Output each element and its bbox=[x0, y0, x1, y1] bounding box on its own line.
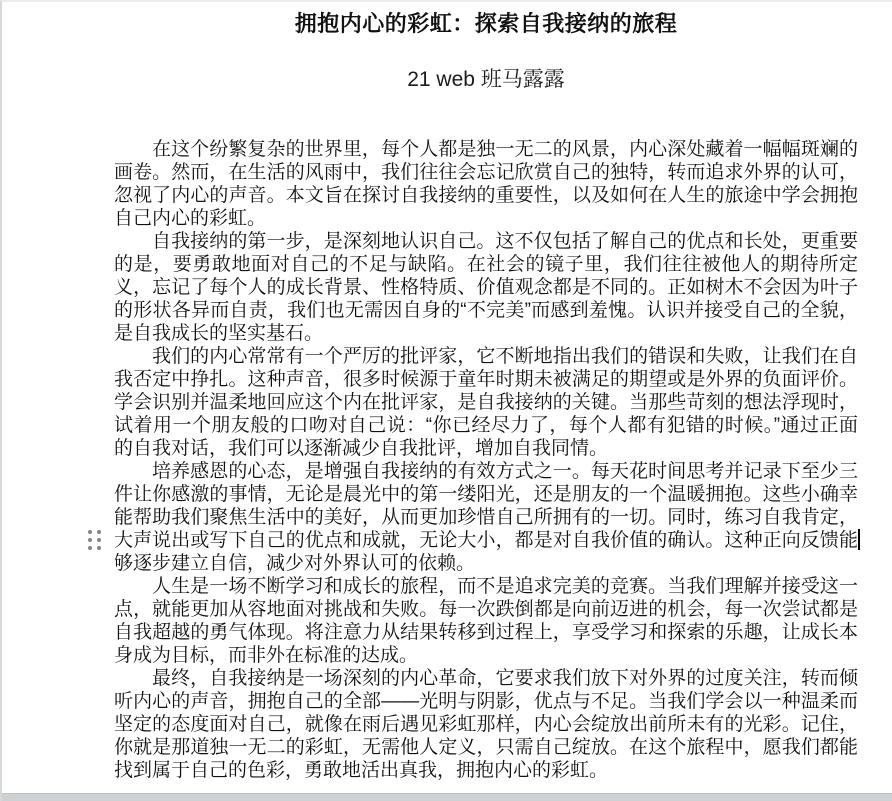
paragraph[interactable]: 人生是一场不断学习和成长的旅程，而不是追求完美的竞赛。当我们理解并接受这一点，就能更加从容地面对挑战和失败。每一次跌倒都是向前迈进的机会，每一次尝试都是自我超越的勇气体现。将注意力从结果转移到过程上，享受学习和探索的乐趣，让成长本身成为目标，而非外在标准的达成。 bbox=[114, 576, 858, 666]
drag-handle-icon[interactable] bbox=[88, 530, 101, 550]
drag-handle-dot bbox=[97, 530, 101, 534]
drag-handle-dot bbox=[88, 546, 92, 550]
document-body bbox=[114, 138, 858, 782]
text-cursor bbox=[858, 529, 860, 550]
drag-handle-dot bbox=[88, 530, 92, 534]
document-byline[interactable]: 21 web 班马露露 bbox=[407, 68, 565, 91]
paragraph[interactable]: 最终，自我接纳是一场深刻的内心革命，它要求我们放下对外界的过度关注，转而倾听内心的声音，拥抱自己的全部——光明与阴影，优点与不足。当我们学会以一种温柔而坚定的态度面对自己，就像在雨后遇见彩虹那样，内心会绽放出前所未有的光彩。记住，你就是那道独一无二的彩虹，无需他人定义，只需自己绽放。在这个旅程中，愿我们都能找到属于自己的色彩，勇敢地活出真我，拥抱内心的彩虹。 bbox=[114, 668, 858, 781]
drag-handle-dot bbox=[88, 538, 92, 542]
drag-handle-dot bbox=[97, 538, 101, 542]
document-content bbox=[114, 2, 858, 782]
page-bottom-edge bbox=[2, 793, 892, 801]
paragraph[interactable]: 培养感恩的心态，是增强自我接纳的有效方式之一。每天花时间思考并记录下至少三件让你感激的事情，无论是晨光中的第一缕阳光，还是朋友的一个温暖拥抱。这些小确幸能帮助我们聚焦生活中的美好，从而更加珍惜自己所拥有的一切。同时，练习自我肯定，大声说出或写下自己的优点和成就，无论大小，都是对自我价值的确认。这种正向反馈能够逐步建立自信，减少对外界认可的依赖。 bbox=[114, 461, 858, 574]
paragraph[interactable]: 我们的内心常常有一个严厉的批评家，它不断地指出我们的错误和失败，让我们在自我否定中挣扎。这种声音，很多时候源于童年时期未被满足的期望或是外界的负面评价。学会识别并温柔地回应这个内在批评家，是自我接纳的关键。当那些苛刻的想法浮现时，试着用一个朋友般的口吻对自己说：“你已经尽力了，每个人都有犯错的时候。”通过正面的自我对话，我们可以逐渐减少自我批评，增加自我同情。 bbox=[114, 346, 858, 459]
paragraph[interactable]: 在这个纷繁复杂的世界里，每个人都是独一无二的风景，内心深处藏着一幅幅斑斓的画卷。然而，在生活的风雨中，我们往往会忘记欣赏自己的独特，转而追求外界的认可，忽视了内心的声音。本文旨在探讨自我接纳的重要性，以及如何在人生的旅途中学会拥抱自己内心的彩虹。 bbox=[114, 139, 858, 229]
document-title[interactable]: 拥抱内心的彩虹：探索自我接纳的旅程 bbox=[294, 11, 678, 36]
drag-handle-dot bbox=[97, 546, 101, 550]
paragraph[interactable]: 自我接纳的第一步，是深刻地认识自己。这不仅包括了解自己的优点和长处，更重要的是，要勇敢地面对自己的不足与缺陷。在社会的镜子里，我们往往被他人的期待所定义，忘记了每个人的成长背景、性格特质、价值观念都是不同的。正如树木不会因为叶子的形状各异而自责，我们也无需因自身的“不完美”而感到羞愧。认识并接受自己的全貌，是自我成长的坚实基石。 bbox=[114, 231, 858, 344]
